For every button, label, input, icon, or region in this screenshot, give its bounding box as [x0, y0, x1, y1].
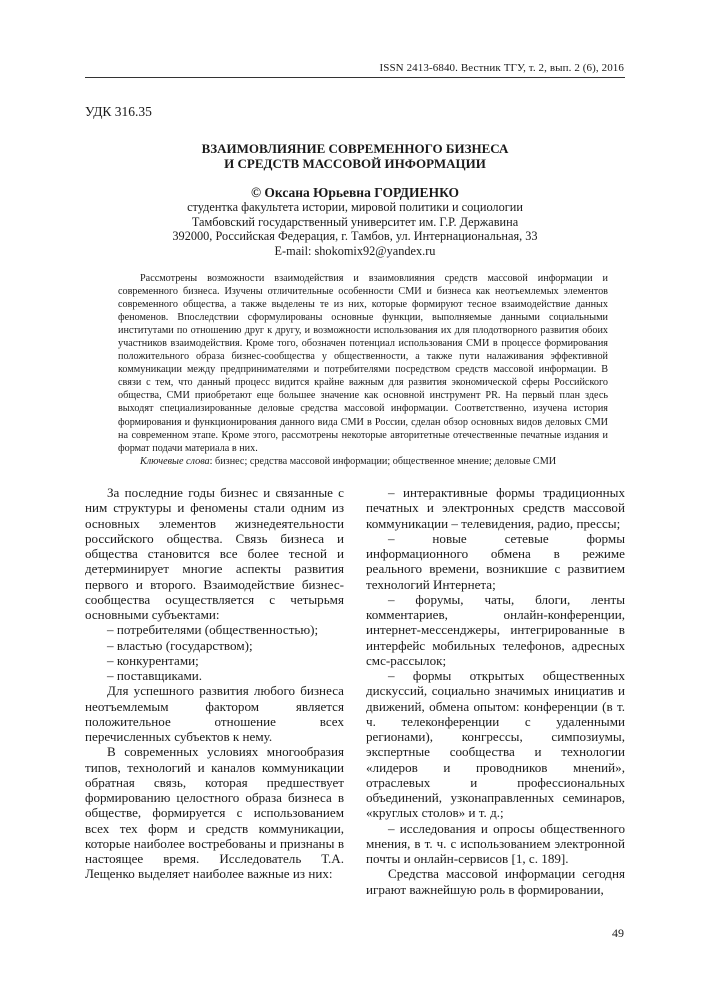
article-title — [85, 141, 625, 171]
paragraph: За последние годы бизнес и связанные с ним структуры и феномены стали одним из основных элементов жизнедеятельности российского общества. Связь бизнеса и общества становится все более тесной и детерминирует многие аспекты развития первого и второго. Взаимодействие бизнес-сообщества осуществляется с четырьмя основными субъектами: — [85, 485, 344, 622]
list-item: – властью (государством); — [107, 637, 253, 653]
list-item: – конкурентами; — [107, 652, 199, 668]
abstract — [118, 272, 608, 468]
keywords-label: Ключевые слова — [140, 455, 210, 467]
paragraph: Для успешного развития любого бизнеса неотъемлемым фактором является положительное отношение всех перечисленных субъектов к нему. — [85, 683, 344, 744]
body-column-right — [366, 485, 625, 897]
list-item: – поставщиками. — [107, 668, 203, 683]
paragraph: В современных условиях многообразия типов, технологий и каналов коммуникации обратная связь, которая предшествует формированию целостного образа бизнеса в обществе, формируется с использованием всех тех форм и средств коммуникации, которые наиболее востребованы и признаны в настоящее время. Исследователь Т.А. Лещенко выделяет наиболее важные из них: — [85, 744, 344, 882]
journal-header: ISSN 2413-6840. Вестник ТГУ, т. 2, вып. 2 (6), 2016 — [379, 62, 624, 74]
keywords — [118, 455, 608, 468]
title-line: И СРЕДСТВ МАССОВОЙ ИНФОРМАЦИИ — [224, 156, 486, 171]
page-number: 49 — [612, 926, 624, 940]
list-item: – интерактивные формы традиционных печатных и электронных средств массовой коммуникации – телевидения, радио, прессы; — [366, 485, 625, 531]
list-item: – формы открытых общественных дискуссий, социально значимых инициатив и движений, обмена опытом: конференции (в т. ч. телеконференции с удаленными регионами), конгрессы, симпозиумы, экспертные сообщества и технологии «лидеров и проводников мнений», отраслевых и профессиональных объединений, узконаправленных семинаров, «круглых столов» и т. д.; — [366, 668, 625, 821]
affiliation-address: 392000, Российская Федерация, г. Тамбов, ул. Интернациональная, 33 — [172, 229, 538, 244]
author-affiliation — [85, 200, 625, 258]
affiliation-position: студентка факультета истории, мировой политики и социологии — [187, 200, 523, 214]
paragraph: Средства массовой информации сегодня играют важнейшую роль в формировании, — [366, 866, 625, 897]
keywords-text: : бизнес; средства массовой информации; общественное мнение; деловые СМИ — [209, 455, 557, 467]
list-item: – исследования и опросы общественного мнения, в т. ч. с использованием электронной почты и онлайн-сервисов [1, с. 189]. — [366, 820, 625, 866]
body-column-left — [85, 485, 344, 882]
author-name: © Оксана Юрьевна ГОРДИЕНКО — [250, 185, 460, 200]
udk-code: УДК 316.35 — [85, 104, 152, 119]
header-rule — [85, 77, 625, 78]
list-item: – форумы, чаты, блоги, ленты комментариев, онлайн-конференции, интернет-мессенджеры, интегрированные в интерфейс мобильных телефонов, адресных смс-рассылок; — [366, 591, 625, 668]
affiliation-email: E-mail: shokomix92@yandex.ru — [274, 243, 436, 258]
title-line: ВЗАИМОВЛИЯНИЕ СОВРЕМЕННОГО БИЗНЕСА — [201, 141, 509, 156]
abstract-text: Рассмотрены возможности взаимодействия и взаимовлияния средств массовой информации и современного бизнеса. Изучены отличительные особенности СМИ и бизнеса как неотъемлемых элементов современного общества, а также выделены те из них, которые формируют тесное взаимодействие данных феноменов. Впоследствии сформулированы основные функции, выполняемые данными социальными институтами по отношению друг к другу, и возможности использования их для плодотворного развития обоих участников взаимодействия. Кроме того, обозначен потенциал использования СМИ в процессе формирования положительного образа бизнес-сообщества у общественности, а также пути налаживания эффективной коммуникации между предпринимателями и потребителями посредством средств массовой информации. В связи с тем, что данный процесс видится крайне важным для развития экономической сферы Российского общества, СМИ приобретают еще большее значение как основной инструмент PR. На первый план здесь выходят специализированные деловые средства массовой информации. Соответственно, изучена история формирования и функционирования данного вида СМИ в России, сделан обзор основных видов деловых СМИ на современном этапе. Кроме этого, рассмотрены некоторые авторитетные отечественные печатные издания и формат подачи материала в них. — [118, 273, 608, 454]
list-item: – потребителями (общественностью); — [107, 622, 319, 638]
list-item: – новые сетевые формы информационного обмена в режиме реального времени, возникшие с развитием технологий Интернета; — [366, 530, 625, 592]
affiliation-university: Тамбовский государственный университет им. Г.Р. Державина — [191, 214, 519, 229]
